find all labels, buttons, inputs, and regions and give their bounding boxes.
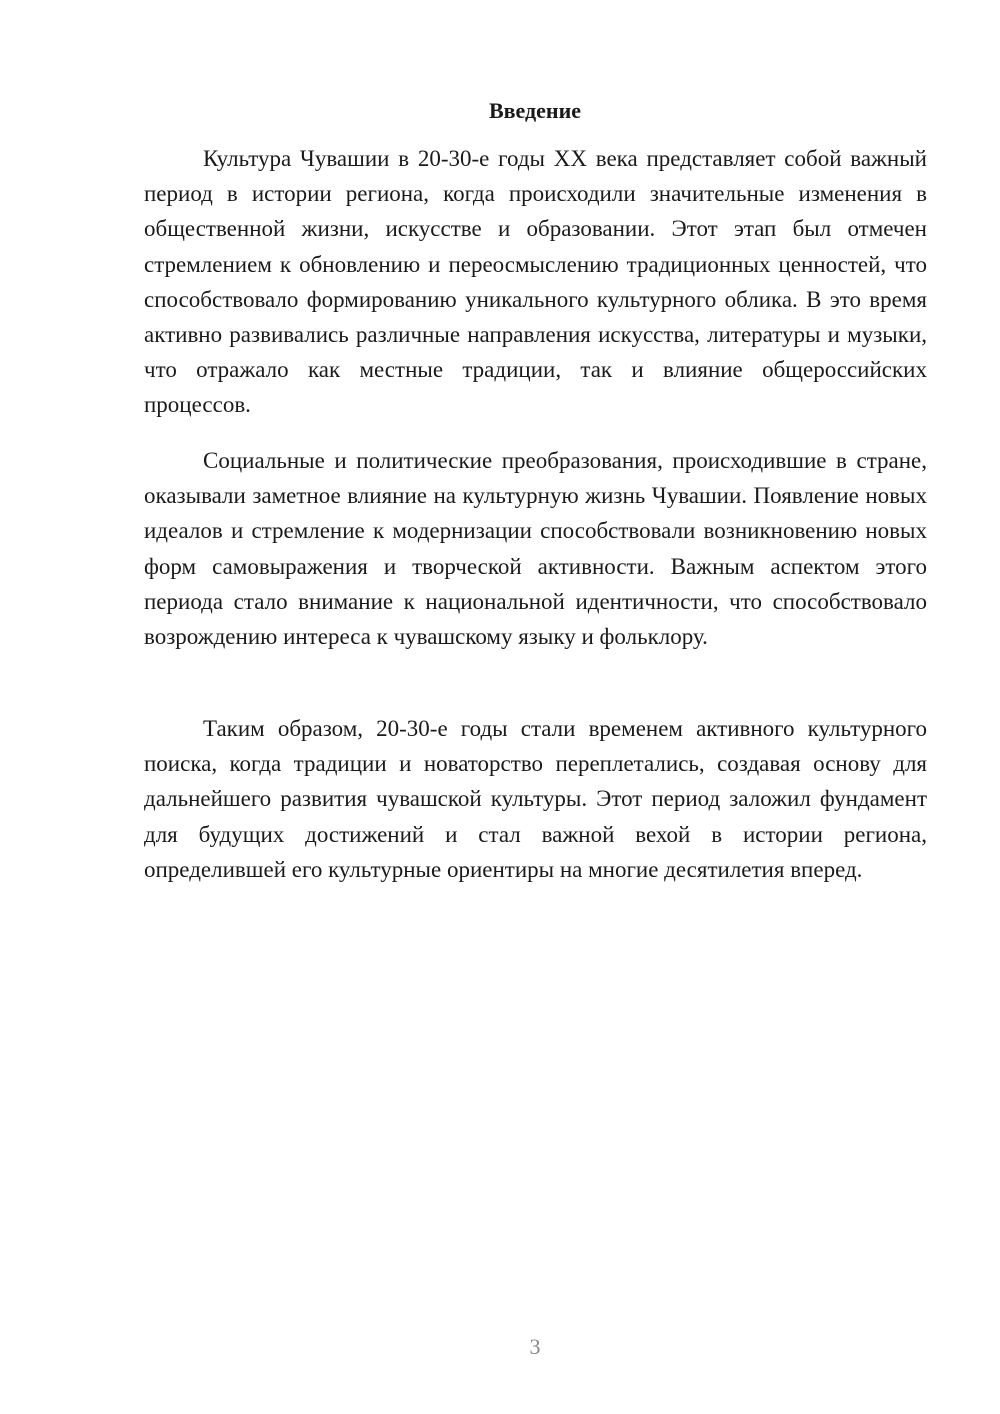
paragraph-2: Социальные и политические преобразования, происходившие в стране, оказывали заметное влияние на культурную жизнь Чувашии. Появление новых идеалов и стремление к модернизации способствовали возникновению новых форм самовыражения и творческой активности. Важным аспектом этого периода стало внимание к национальной идентичности, что способствовало возрождению интереса к чувашскому языку и фольклору. [144, 448, 927, 650]
paragraph-1: Культура Чувашии в 20-30-е годы XX века представляет собой важный период в истории региона, когда происходили значительные изменения в общественной жизни, искусстве и образовании. Этот этап был отмечен стремлением к обновлению и переосмыслению традиционных ценностей, что способствовало формированию уникального культурного облика. В это время активно развивались различные направления искусства, литературы и музыки, что отражало как местные традиции, так и влияние общероссийских процессов. [144, 146, 927, 418]
page-number: 3 [529, 1334, 541, 1359]
paragraph-3: Таким образом, 20-30-е годы стали временем активного культурного поиска, когда традиции и новаторство переплетались, создавая основу для дальнейшего развития чувашской культуры. Этот период заложил фундамент для будущих достижений и стал важной вехой в истории региона, определившей его культурные ориентиры на многие десятилетия вперед. [144, 716, 927, 882]
section-heading: Введение [488, 98, 582, 123]
